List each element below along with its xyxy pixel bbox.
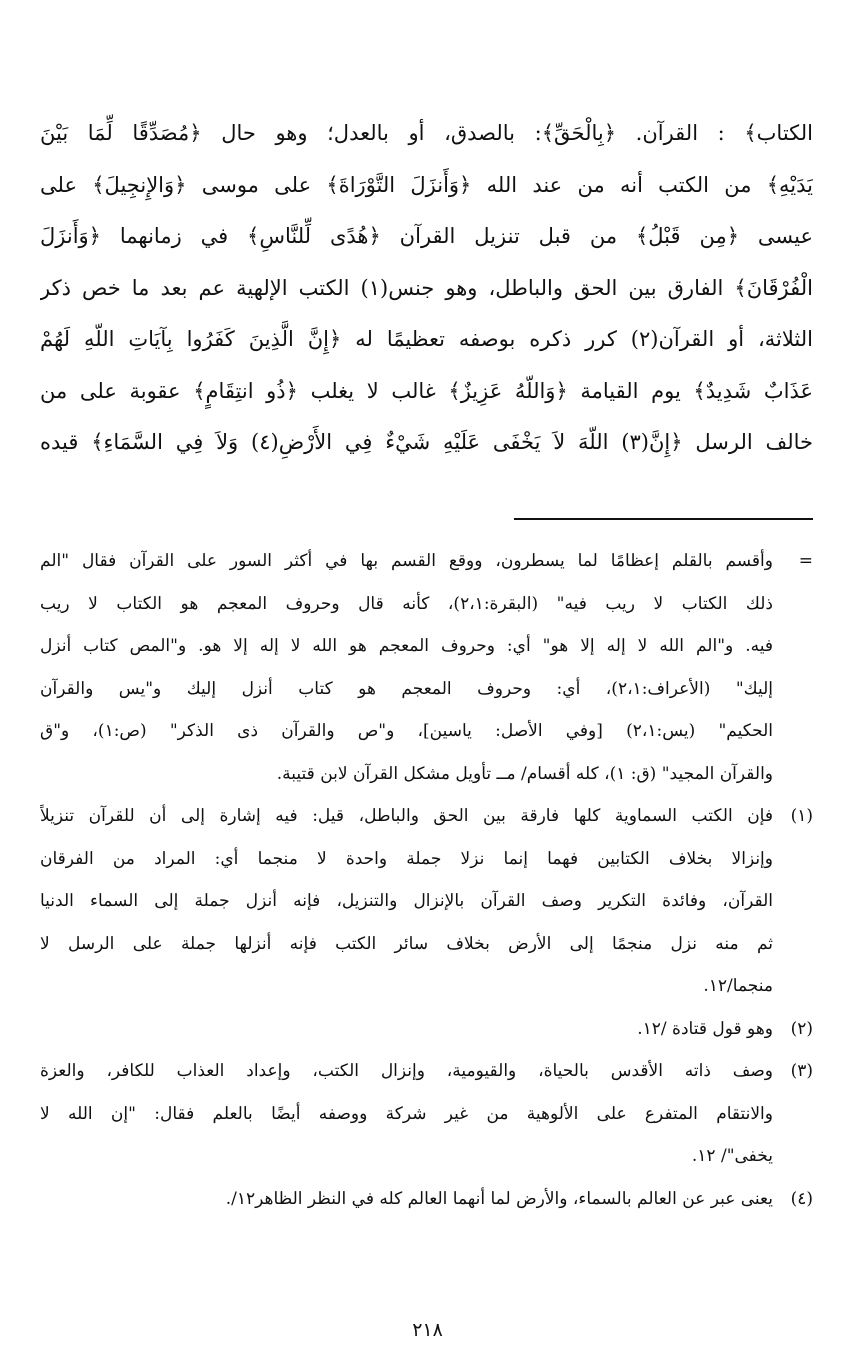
footnote-line: منجما/١٢.: [703, 976, 773, 996]
footnote-number: (٤): [790, 1188, 813, 1209]
main-text-line: الكتاب﴾ : القرآن. ﴿بِالْحَقِّ﴾: بالصدق، أو بالعدل؛ وهو حال ﴿مُصَدِّقًا لِّمَا بَيْنَ: [40, 121, 813, 145]
main-text-line: يَدَيْهِ﴾ من الكتب أنه من عند الله ﴿وَأَنزَلَ التَّوْرَاةَ﴾ على موسى ﴿وَالإِنجِيلَ﴾ على: [40, 172, 813, 197]
footnote-number: (١): [790, 806, 813, 826]
main-text-block: [40, 108, 813, 469]
footnote-line: يعنى عبر عن العالم بالسماء، والأرض لما أنهما العالم كله في النظر الظاهر١٢/.: [225, 1188, 773, 1209]
footnote-line: الحكيم" (يس:٢،١) [وفي الأصل: ياسين]، و"ص والقرآن ذى الذكر" (ص:١)، و"ق: [40, 721, 773, 741]
footnote-number: (٢): [790, 1018, 813, 1039]
footnotes-section: [40, 540, 813, 1220]
footnote-line: القرآن، وفائدة التكرير وصف القرآن بالإنزال والتنزيل، فإنه أنزل جملة إلى السماء الدنيا: [40, 891, 773, 911]
footnote-continuation: [40, 540, 813, 795]
footnote-line: ذلك الكتاب لا ريب فيه" (البقرة:٢،١)، كأنه قال وحروف المعجم هو الكتاب لا ريب: [40, 593, 773, 614]
footnote-1: [40, 795, 813, 1008]
footnote-line: وإنزالا بخلاف الكتابين فهما إنما نزلا جملة واحدة لا منجما أي: المراد من الفرقان: [40, 848, 773, 869]
footnote-line: فإن الكتب السماوية كلها فارقة بين الحق والباطل، قيل: فيه إشارة إلى أن للقرآن تنزيلاً: [40, 806, 773, 826]
main-text-line: عَذَابٌ شَدِيدٌ﴾ يوم القيامة ﴿وَاللّهُ عَزِيزٌ﴾ غالب لا يغلب ﴿ذُو انتِقَامٍ﴾ عقوبة على من: [40, 378, 813, 403]
main-text-line: الْفُرْقَانَ﴾ الفارق بين الحق والباطل، وهو جنس(١) الكتب الإلهية عم بعد ما خص ذكر: [40, 275, 813, 300]
main-text-line: عيسى ﴿مِن قَبْلُ﴾ من قبل تنزيل القرآن ﴿هُدًى لِّلنَّاسِ﴾ في زمانهما ﴿وَأَنزَلَ: [40, 224, 813, 248]
footnote-marker: =: [798, 551, 813, 571]
footnote-separator: [514, 518, 813, 520]
footnote-4: [40, 1178, 813, 1221]
footnote-line: فيه. و"الم الله لا إله إلا هو" أي: وحروف المعجم هو الله لا إله إلا هو. و"المص كتاب أنزل: [40, 636, 773, 656]
footnote-line: والانتقام المتفرع على الألوهية من غير شركة ووصفه أيضًا بالعلم فقال: "إن الله لا: [40, 1103, 773, 1124]
main-text-line: الثلاثة، أو القرآن(٢) كرر ذكره بوصفه تعظيمًا له ﴿إِنَّ الَّذِينَ كَفَرُوا بِآيَاتِ اللّهِ لَهُمْ: [40, 327, 813, 351]
footnote-line: وأقسم بالقلم إعظامًا لما يسطرون، ووقع القسم بها في أكثر السور على القرآن فقال "الم: [40, 551, 773, 571]
footnote-line: يخفى"/ ١٢.: [691, 1146, 773, 1166]
footnote-line: إليك" (الأعراف:٢،١)، أي: وحروف المعجم هو كتاب أنزل إليك و"يس والقرآن: [40, 678, 773, 699]
page-number: ٢١٨: [412, 1319, 443, 1341]
footnote-2: [40, 1008, 813, 1051]
main-text-line: خالف الرسل ﴿إِنَّ(٣) اللّهَ لاَ يَخْفَى عَلَيْهِ شَيْءٌ فِي الأَرْضِ(٤) وَلاَ فِي السَّمَاءِ﴾ قيده: [40, 430, 813, 454]
footnote-line: والقرآن المجيد" (ق: ١)، كله أقسام/ مــ تأويل مشكل القرآن لابن قتيبة.: [276, 763, 773, 784]
footnote-line: وهو قول قتادة /١٢.: [637, 1018, 773, 1039]
footnote-line: ثم منه نزل منجمًا إلى الأرض بخلاف سائر الكتب فإنه أنزلها جملة على الرسل لا: [40, 933, 773, 954]
footnote-number: (٣): [790, 1061, 813, 1081]
footnote-line: وصف ذاته الأقدس بالحياة، والقيومية، وإنزال الكتب، وإعداد العذاب للكافر، والعزة: [40, 1061, 773, 1081]
footnote-3: [40, 1050, 813, 1178]
